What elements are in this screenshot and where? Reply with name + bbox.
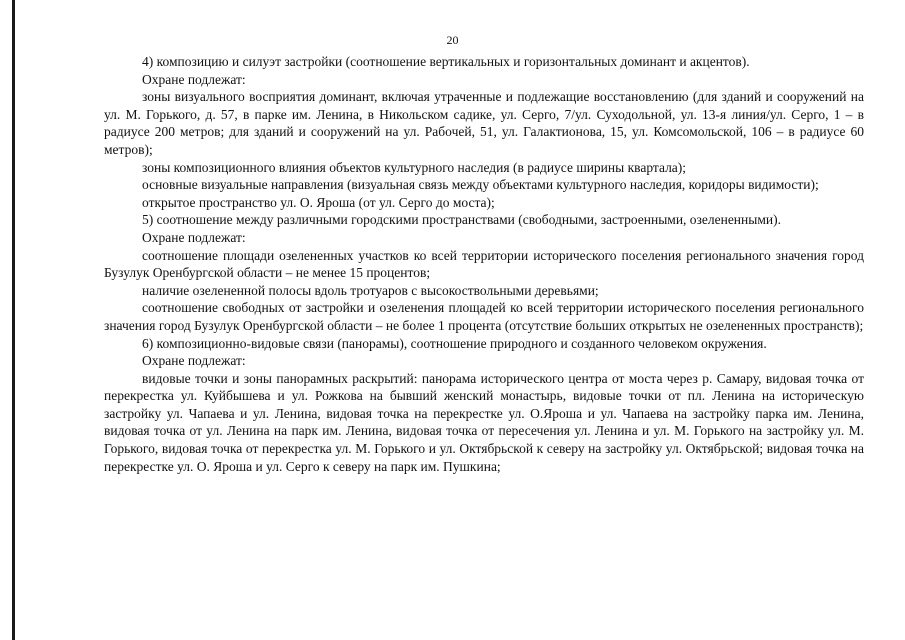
- paragraph-view-points: видовые точки и зоны панорамных раскрытий: панорама исторического центра от моста через р. Самару, видовая точка от перекрестка ул. Куйбышева и ул. Рожкова на бывший женский монастырь, видовые точки от пл. Ленина на историческую застройку ул. Чапаева и ул. Ленина, видовая точка на перекрестке ул. О.Яроша и ул. Чапаева на застройку парка им. Ленина, видовая точка от ул. Ленина на парк им. Ленина, видовая точка от пересечения ул. Ленина и ул. М. Горького на застройку ул. М. Горького, видовая точка от перекрестка ул. М. Горького и ул. Октябрьской к северу на застройку ул. Октябрьской; видовая точка на перекрестке ул. О. Яроша и ул. Серго к северу на парк им. Пушкина;: [104, 370, 864, 474]
- scan-edge-line: [12, 0, 15, 640]
- paragraph-free-space-ratio: соотношение свободных от застройки и озеленения площадей ко всей территории исторического поселения регионального значения город Бузулук Оренбургской области – не более 1 процента (отсутствие больших открытых не озелененных пространств);: [104, 300, 864, 333]
- paragraph-protection-heading: Охране подлежат:: [142, 229, 246, 245]
- paragraph-protection-heading: Охране подлежат:: [142, 71, 246, 87]
- paragraph-visual-directions: основные визуальные направления (визуальная связь между объектами культурного наследия, коридоры видимости);: [142, 177, 819, 193]
- paragraph-protection-heading: Охране подлежат:: [142, 353, 246, 369]
- paragraph-visual-zones: зоны визуального восприятия доминант, включая утраченные и подлежащие восстановлению (для зданий и сооружений на ул. М. Горького, д. 57, в парке им. Ленина, в Никольском садике, ул. Серго, 7/ул. Суходольной, ул. 13-я линия/ул. Серго, 1 – в радиусе 200 метров; для зданий и сооружений на ул. Рабочей, 51, ул. Галактионова, 15, ул. Комсомольской, 106 – в радиусе 60 метров);: [104, 89, 864, 157]
- paragraph-item-4: 4) композицию и силуэт застройки (соотношение вертикальных и горизонтальных доминант и акцентов).: [142, 54, 750, 69]
- paragraph-green-strip: наличие озелененной полосы вдоль тротуаров с высокоствольными деревьями;: [142, 282, 599, 298]
- paragraph-item-6: 6) композиционно-видовые связи (панорамы), соотношение природного и созданного человеком окружения.: [142, 335, 767, 351]
- page-number: 20: [446, 33, 459, 47]
- paragraph-item-5: 5) соотношение между различными городскими пространствами (свободными, застроенными, озелененными).: [142, 212, 781, 228]
- document-body: [104, 53, 864, 475]
- paragraph-composition-zones: зоны композиционного влияния объектов культурного наследия (в радиусе ширины квартала);: [142, 159, 687, 175]
- paragraph-green-ratio: соотношение площади озелененных участков ко всей территории исторического поселения регионального значения город Бузулук Оренбургской области – не менее 15 процентов;: [104, 247, 864, 281]
- paragraph-open-space: открытое пространство ул. О. Яроша (от ул. Серго до моста);: [142, 194, 495, 210]
